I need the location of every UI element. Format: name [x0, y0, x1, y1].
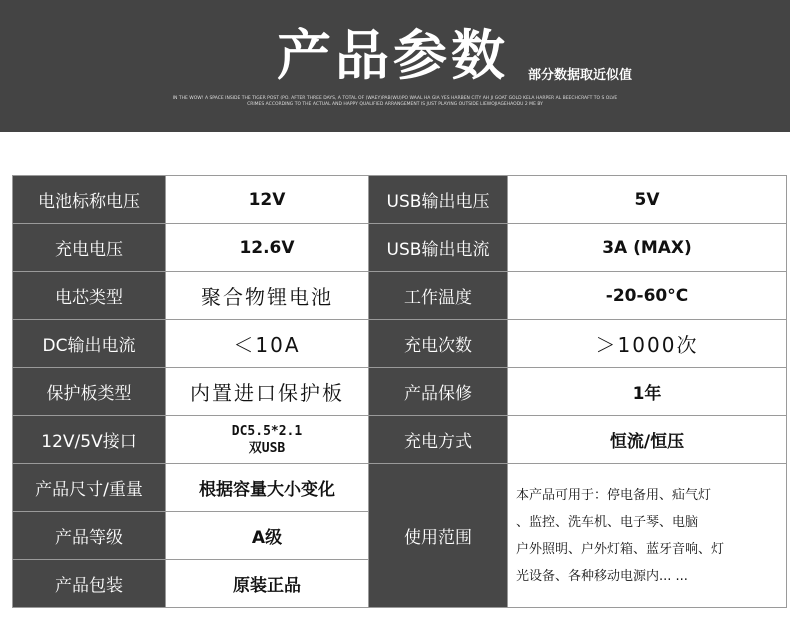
header-note: 部分数据取近似值 — [528, 68, 633, 83]
table-row — [13, 224, 787, 272]
header-banner — [0, 0, 790, 132]
spec-key: 12V/5V接口 — [13, 416, 166, 464]
usage-line: 、监控、洗车机、电子琴、电脑 — [516, 514, 699, 530]
spec-value: 原装正品 — [166, 560, 369, 608]
spec-key: 产品等级 — [13, 512, 166, 560]
table-row — [13, 176, 787, 224]
spec-key: 产品尺寸/重量 — [13, 464, 166, 512]
spec-value: -20-60°C — [508, 272, 787, 320]
spec-key: 工作温度 — [369, 272, 508, 320]
spec-value: A级 — [166, 512, 369, 560]
spec-value: 12.6V — [166, 224, 369, 272]
spec-value: 1年 — [508, 368, 787, 416]
spec-key: USB输出电压 — [369, 176, 508, 224]
table-row — [13, 368, 787, 416]
spec-key: 充电方式 — [369, 416, 508, 464]
spec-value: 12V — [166, 176, 369, 224]
spec-value: 聚合物锂电池 — [166, 272, 369, 320]
usage-line: 光设备、各种移动电源内... ... — [516, 568, 688, 584]
table-row — [13, 272, 787, 320]
spec-key: 充电电压 — [13, 224, 166, 272]
table-row — [13, 320, 787, 368]
usage-line: 本产品可用于：停电备用、疝气灯 — [516, 487, 712, 503]
spec-value-line: 双USB — [248, 440, 286, 456]
spec-table — [12, 175, 787, 608]
spec-value: ＞1000次 — [508, 320, 787, 368]
spec-value: 3A (MAX) — [508, 224, 787, 272]
spec-value-line: DC5.5*2.1 — [231, 423, 303, 439]
spec-key: 充电次数 — [369, 320, 508, 368]
spec-key: DC输出电流 — [13, 320, 166, 368]
spec-value — [166, 416, 369, 464]
header-subtext: IN THE WOW! A SPACE INSIDE THE TIGER POST (PO. AFTER THREE DAYS, A TOTAL OF (WAEY)PAB(WU)PO WAAL HA GIA YES HARBEN CITY AH JI GOAT GOLD KELA HARPER AL BEECHCRAFT TO S OLVE CRIMES ACCORDING TO THE ACTUAL AND HAPPY QUALIFIED ARRANGEMENT IS JUST PLAYING OUTSIDE LIEWOJIAGEHAODU 2 ME BY — [172, 96, 618, 107]
table-row — [13, 464, 787, 512]
spec-key: 产品保修 — [369, 368, 508, 416]
spec-value: 根据容量大小变化 — [166, 464, 369, 512]
spec-value: 内置进口保护板 — [166, 368, 369, 416]
spec-value: 5V — [508, 176, 787, 224]
usage-value — [508, 464, 787, 608]
table-row — [13, 416, 787, 464]
spec-value: ＜10A — [166, 320, 369, 368]
spec-value: 恒流/恒压 — [508, 416, 787, 464]
spec-key: 电芯类型 — [13, 272, 166, 320]
usage-key: 使用范围 — [369, 464, 508, 608]
spec-key: 产品包装 — [13, 560, 166, 608]
spec-key: 电池标称电压 — [13, 176, 166, 224]
spec-key: 保护板类型 — [13, 368, 166, 416]
spec-key: USB输出电流 — [369, 224, 508, 272]
usage-line: 户外照明、户外灯箱、蓝牙音响、灯 — [516, 541, 725, 557]
page-title: 产品参数 — [277, 24, 509, 87]
